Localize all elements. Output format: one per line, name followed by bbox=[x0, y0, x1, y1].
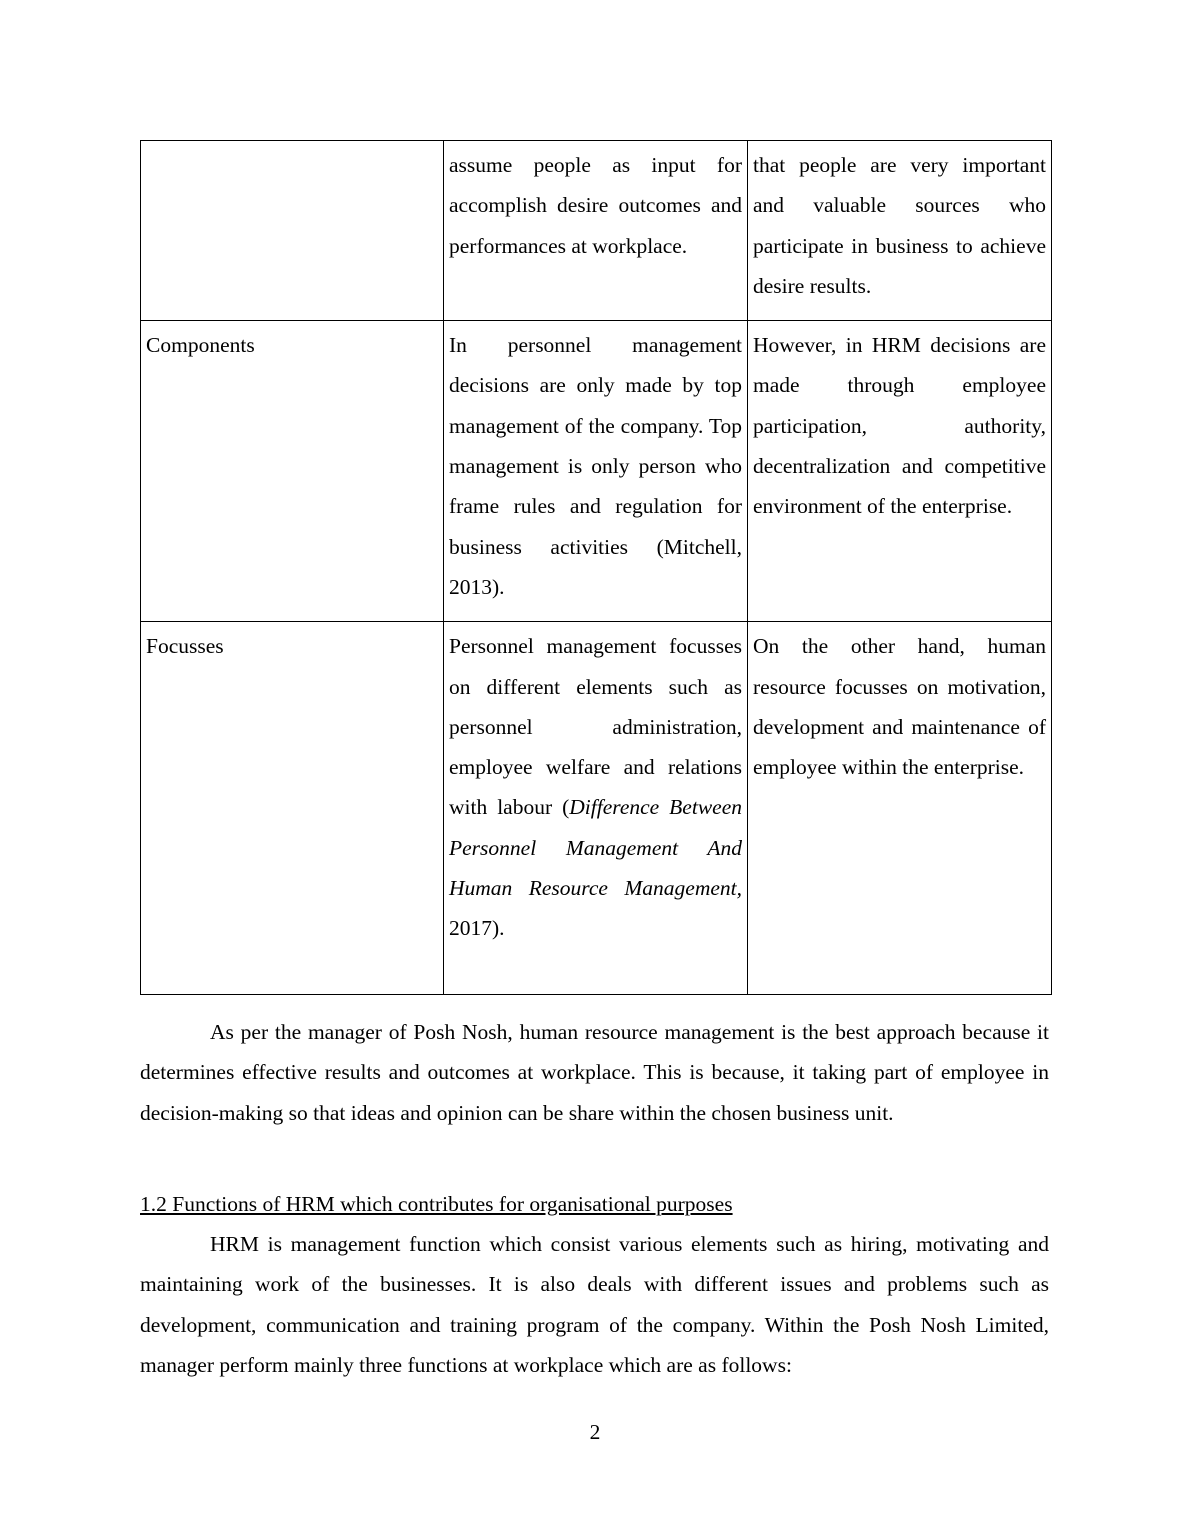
table-row bbox=[141, 141, 1052, 321]
personnel-management-cell: In personnel management decisions are only made by top management of the company. Top management is only person who frame rules and regulation for business activities (Mitchell, 2013). bbox=[444, 321, 748, 622]
citation-year: 2017). bbox=[449, 916, 505, 941]
page-number: 2 bbox=[589, 1420, 601, 1444]
row-label-cell: Components bbox=[141, 321, 444, 622]
body-paragraph: As per the manager of Posh Nosh, human resource management is the best approach because it determines effective results and outcomes at workplace. This is because, it taking part of employee in decision-making so that ideas and opinion can be share within the chosen business unit. bbox=[140, 1020, 1049, 1125]
hrm-cell: On the other hand, human resource focusses on motivation, development and maintenance of employee within the enterprise. bbox=[748, 622, 1052, 995]
cell-text: Personnel management focusses on different elements such as personnel administration, employee welfare and relations with labour ( bbox=[449, 634, 742, 820]
comparison-table bbox=[140, 140, 1052, 995]
row-label-cell bbox=[141, 141, 444, 321]
personnel-management-cell: assume people as input for accomplish desire outcomes and performances at workplace. bbox=[444, 141, 748, 321]
table-row bbox=[141, 321, 1052, 622]
row-label-cell: Focusses bbox=[141, 622, 444, 995]
hrm-cell: However, in HRM decisions are made through employee participation, authority, decentralization and competitive environment of the enterprise. bbox=[748, 321, 1052, 622]
section-heading: 1.2 Functions of HRM which contributes for organisational purposes bbox=[140, 1192, 733, 1216]
body-paragraph: HRM is management function which consist various elements such as hiring, motivating and maintaining work of the businesses. It is also deals with different issues and problems such as development, communication and training program of the company. Within the Posh Nosh Limited, manager perform mainly three functions at workplace which are as follows: bbox=[140, 1232, 1049, 1377]
table-row bbox=[141, 622, 1052, 995]
hrm-cell: that people are very important and valuable sources who participate in business to achieve desire results. bbox=[748, 141, 1052, 321]
personnel-management-cell bbox=[444, 622, 748, 995]
citation-title: Difference Between Personnel Management And Human Resource Management, bbox=[449, 795, 743, 901]
